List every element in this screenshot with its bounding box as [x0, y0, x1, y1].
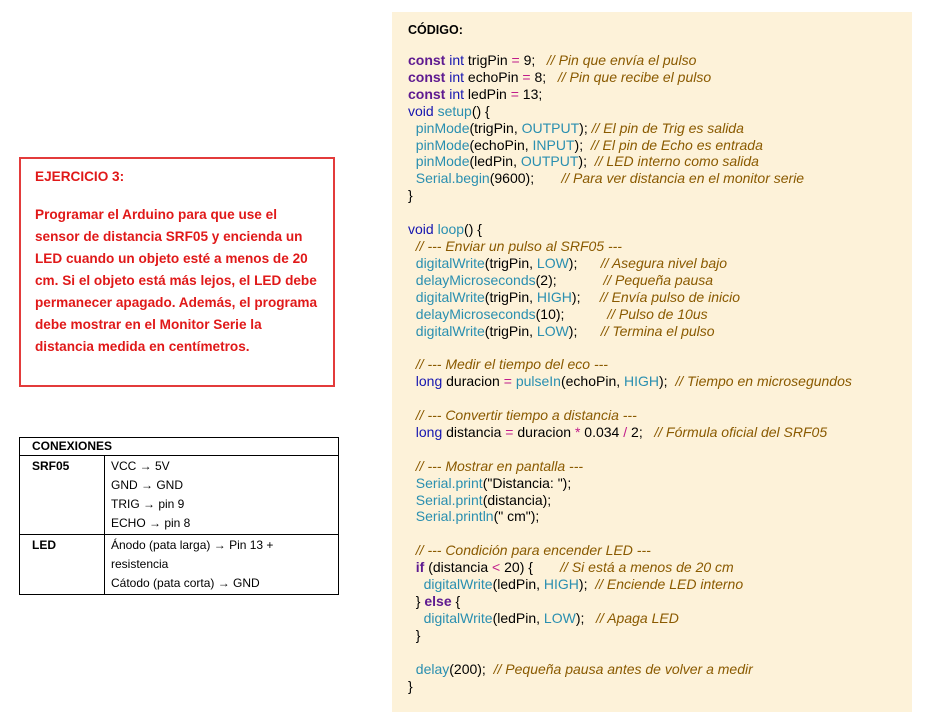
- code-line: const int trigPin = 9; // Pin que envía el pulso: [408, 52, 697, 68]
- code-panel: [392, 12, 912, 712]
- code-line: delay(200); // Pequeña pausa antes de volver a medir: [415, 660, 753, 677]
- connection-pins: [105, 456, 339, 535]
- code-line: [408, 441, 896, 458]
- connection-line: VCC → 5V: [111, 459, 170, 473]
- code-line: }: [408, 626, 421, 643]
- connections-table: [19, 437, 339, 595]
- code-line: // --- Condición para encender LED ---: [415, 542, 651, 559]
- code-line: digitalWrite(trigPin, HIGH); // Envía pulso de inicio: [415, 288, 740, 305]
- code-line: [408, 204, 896, 221]
- code-line: // --- Convertir tiempo a distancia ---: [415, 407, 637, 424]
- code-line: pinMode(echoPin, INPUT); // El pin de Echo es entrada: [415, 136, 763, 153]
- code-line: digitalWrite(ledPin, LOW); // Apaga LED: [423, 609, 679, 626]
- code-line: pinMode(trigPin, OUTPUT); // El pin de Trig es salida: [415, 119, 744, 136]
- connection-line: Cátodo (pata corta) → GND: [111, 576, 260, 590]
- connection-line: Ánodo (pata larga) → Pin 13 + resistencia: [111, 538, 274, 571]
- connection-line: ECHO → pin 8: [111, 516, 191, 530]
- connections-header-row: [20, 438, 339, 456]
- code-line: [408, 644, 896, 661]
- code-line: const int ledPin = 13;: [408, 85, 543, 102]
- connection-line: GND → GND: [111, 478, 183, 492]
- code-line: const int echoPin = 8; // Pin que recibe el pulso: [408, 68, 712, 85]
- connection-pins: [105, 535, 339, 595]
- code-line: long duracion = pulseIn(echoPin, HIGH); // Tiempo en microsegundos: [415, 373, 852, 390]
- code-line: if (distancia < 20) { // Si está a menos de 20 cm: [415, 559, 734, 576]
- code-line: Serial.begin(9600); // Para ver distancia en el monitor serie: [415, 170, 805, 187]
- exercise-box: [19, 157, 335, 387]
- code-line: delayMicroseconds(2); // Pequeña pausa: [415, 271, 714, 288]
- code-line: // --- Enviar un pulso al SRF05 ---: [415, 237, 622, 254]
- code-line: void loop() {: [408, 221, 482, 238]
- code-line: // --- Mostrar en pantalla ---: [415, 457, 584, 474]
- code-line: [408, 339, 896, 356]
- connection-device: LED: [20, 535, 105, 595]
- code-line: pinMode(ledPin, OUTPUT); // LED interno como salida: [415, 153, 759, 170]
- code-line: }: [408, 187, 413, 204]
- connections-header: CONEXIONES: [20, 438, 339, 456]
- code-line: Serial.println(" cm");: [415, 508, 540, 525]
- connection-device: SRF05: [20, 456, 105, 535]
- code-block: [408, 52, 896, 694]
- connection-row-led: [20, 535, 339, 595]
- code-line: digitalWrite(trigPin, LOW); // Asegura nivel bajo: [415, 254, 728, 271]
- code-line: long distancia = duracion * 0.034 / 2; // Fórmula oficial del SRF05: [415, 423, 828, 440]
- exercise-description: Programar el Arduino para que use el sensor de distancia SRF05 y encienda un LED cuando un objeto esté a menos de 20 cm. Si el objeto está más lejos, el LED debe permanecer apagado. Además, el programa debe mostrar en el Monitor Serie la distancia medida en centímetros.: [35, 207, 318, 354]
- code-line: [408, 390, 896, 407]
- code-line: delayMicroseconds(10); // Pulso de 10us: [415, 305, 708, 322]
- code-line: Serial.print("Distancia: ");: [415, 474, 572, 491]
- connection-line: TRIG → pin 9: [111, 497, 185, 511]
- connection-row-srf05: [20, 456, 339, 535]
- code-line: } else {: [408, 593, 461, 609]
- code-line: [408, 525, 896, 542]
- code-line: }: [408, 677, 413, 694]
- code-line: digitalWrite(trigPin, LOW); // Termina el pulso: [415, 322, 715, 339]
- code-line: digitalWrite(ledPin, HIGH); // Enciende LED interno: [423, 576, 744, 593]
- code-line: void setup() {: [408, 102, 490, 119]
- code-line: // --- Medir el tiempo del eco ---: [415, 356, 608, 373]
- code-title: CÓDIGO:: [408, 23, 463, 37]
- code-line: Serial.print(distancia);: [415, 491, 552, 508]
- exercise-title: EJERCICIO 3:: [35, 169, 125, 184]
